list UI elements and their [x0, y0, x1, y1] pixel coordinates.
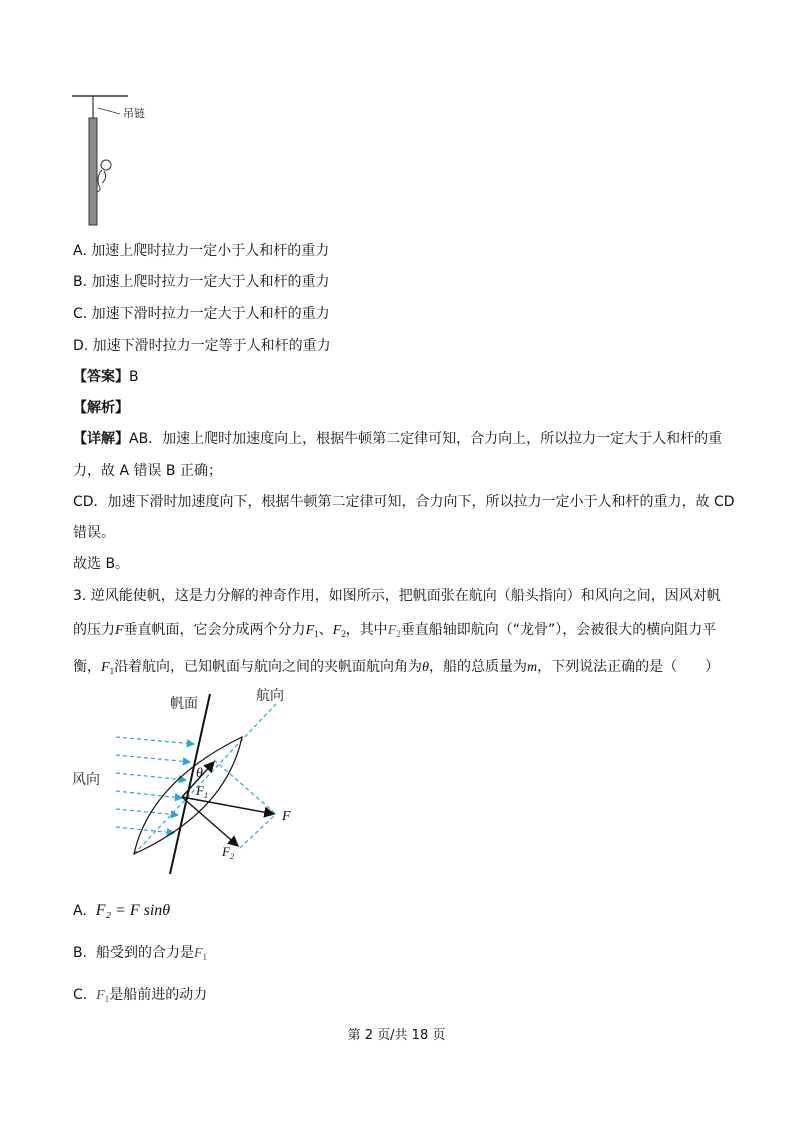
force-F1-line3: $F_1$ — [101, 660, 115, 676]
label-F1: $F_1$ — [196, 783, 208, 800]
figure-sail-forces — [66, 682, 306, 887]
detail-line-3: CD．加速下滑时加速度向下，根据牛顿第二定律可知，合力向下，所以拉力一定小于人和杆的重力，故 CD — [73, 494, 735, 510]
q3-text: 、 — [318, 622, 333, 638]
q3-line-3 — [73, 657, 719, 681]
analysis-tag: 【解析】 — [73, 400, 129, 416]
figure-hanging-rod — [66, 88, 176, 233]
mass-symbol: m — [526, 660, 538, 675]
q3-text: 垂直船轴即航向（“龙骨”），会被很大的横向阻力平 — [400, 622, 717, 638]
q3-text: 的压力 — [73, 622, 115, 638]
option-b-text: 船受到的合力是 — [95, 945, 194, 961]
q2-option-c: C. 加速下滑时拉力一定大于人和杆的重力 — [73, 306, 330, 322]
chain-label: 吊链 — [123, 107, 145, 120]
label-F2: $F_2$ — [222, 844, 234, 861]
label-wind: 风向 — [72, 772, 100, 788]
force-F: F — [115, 623, 124, 638]
option-letter: B. — [73, 945, 88, 961]
q2-option-d: D. 加速下滑时拉力一定等于人和杆的重力 — [73, 338, 331, 354]
answer-tag: 【答案】 — [73, 369, 129, 385]
q2-option-b: B. 加速上爬时拉力一定大于人和杆的重力 — [73, 274, 330, 290]
force-F1: $F_1$ — [305, 623, 319, 639]
q3-line-2 — [73, 620, 716, 644]
answer-value: B — [129, 369, 139, 385]
detail-tag: 【详解】 — [73, 431, 129, 447]
label-theta: θ — [196, 766, 203, 781]
q3-text: 沿着航向，已知帆面与航向之间的夹帆面航向角为 — [114, 659, 423, 675]
q2-option-a: A. 加速上爬时拉力一定小于人和杆的重力 — [73, 243, 330, 259]
option-letter: C. — [73, 987, 88, 1003]
detail-line-2: 力，故 A 错误 B 正确； — [73, 463, 222, 479]
force-F1-option-c: $F_1$ — [96, 988, 110, 1004]
label-F: F — [282, 809, 291, 824]
option-letter: A. — [73, 903, 87, 919]
theta-symbol: θ — [422, 660, 429, 675]
q3-text: ，下列说法正确的是（ ） — [537, 659, 720, 675]
detail-line-1 — [73, 429, 722, 449]
force-F2-inline: $F_2$ — [387, 623, 401, 639]
detail-line-4: 错误。 — [73, 525, 115, 541]
label-heading: 航向 — [256, 688, 284, 704]
q3-text: ，船的总质量为 — [428, 659, 527, 675]
q3-option-c — [73, 985, 207, 1009]
q3-option-a — [73, 901, 170, 921]
force-F2: $F_2$ — [332, 623, 346, 639]
page-footer: 第 2 页/共 18 页 — [347, 1028, 446, 1043]
q3-text: 垂直帆面，它会分成两个分力 — [123, 622, 306, 638]
q3-text: ，其中 — [345, 622, 388, 638]
option-c-text: 是船前进的动力 — [109, 987, 208, 1003]
q3-text: 衡， — [73, 659, 101, 675]
force-F1-option-b: $F_1$ — [193, 946, 208, 962]
conclusion-line: 故选 B。 — [73, 556, 130, 572]
q3-option-b — [73, 943, 207, 967]
label-sail: 帆面 — [170, 696, 198, 712]
answer-line — [73, 367, 139, 387]
q3-line-1: 3. 逆风能使帆，这是力分解的神奇作用，如图所示，把帆面张在航向（船头指向）和风向之间，因风对帆 — [73, 588, 721, 604]
detail-text-1: AB．加速上爬时加速度向上，根据牛顿第二定律可知，合力向上，所以拉力一定大于人和杆的重 — [129, 431, 723, 447]
option-a-formula: F₂ = F sinθ — [95, 902, 171, 919]
